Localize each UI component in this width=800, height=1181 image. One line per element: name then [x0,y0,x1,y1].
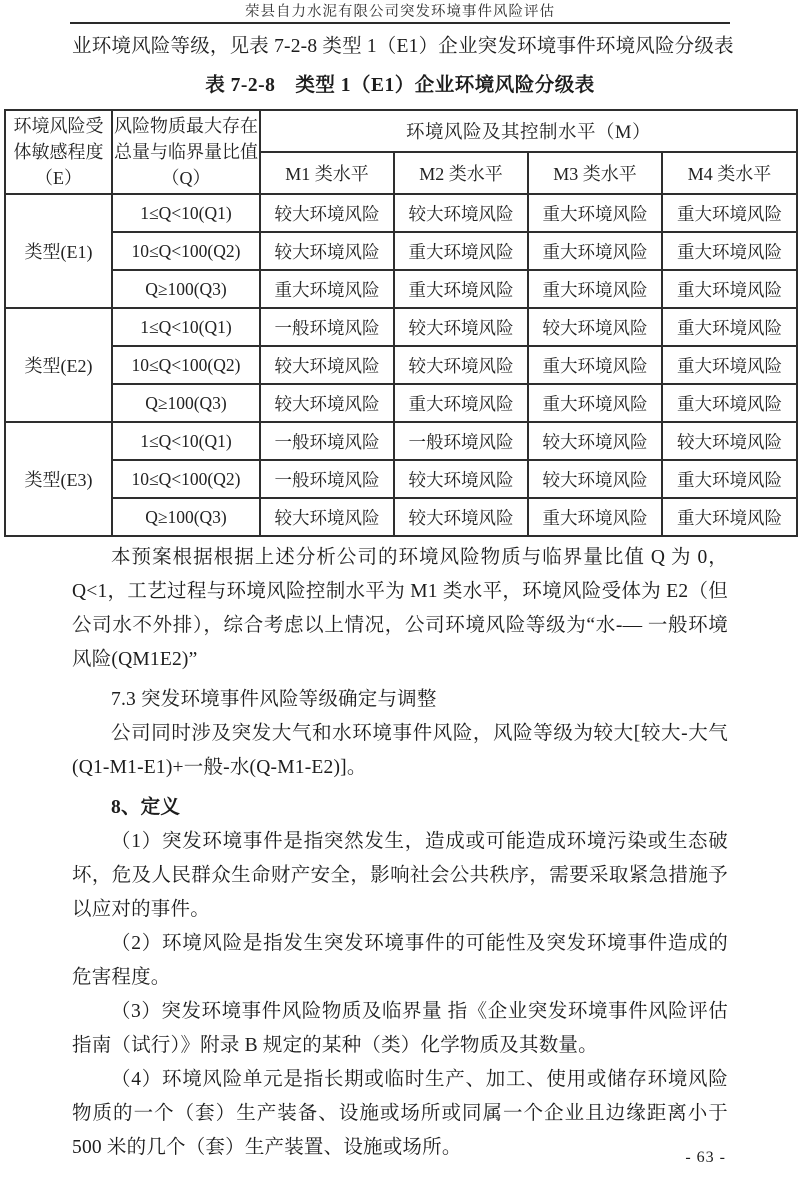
receptor-type-cell: 类型(E3) [5,422,112,536]
risk-level-cell: 重大环境风险 [662,232,797,270]
q-ratio-cell: 10≤Q<100(Q2) [112,232,260,270]
risk-level-cell: 重大环境风险 [394,384,528,422]
table-row [5,384,797,422]
q-ratio-cell: 10≤Q<100(Q2) [112,346,260,384]
page-header [70,0,730,24]
risk-level-cell: 重大环境风险 [528,232,662,270]
risk-level-cell: 重大环境风险 [662,346,797,384]
q-ratio-cell: Q≥100(Q3) [112,384,260,422]
table-row [5,308,797,346]
risk-level-cell: 重大环境风险 [528,270,662,308]
risk-level-cell: 较大环境风险 [260,346,394,384]
risk-level-cell: 较大环境风险 [528,460,662,498]
definition-paragraph-3: （3）突发环境事件风险物质及临界量 指《企业突发环境事件风险评估指南（试行）》附录 B 规定的某种（类）化学物质及其数量。 [72,1001,728,1056]
risk-level-cell: 较大环境风险 [528,422,662,460]
q-ratio-cell: Q≥100(Q3) [112,498,260,536]
risk-level-cell: 较大环境风险 [394,346,528,384]
m3-level-header: M3 类水平 [528,152,662,194]
risk-level-cell: 较大环境风险 [260,384,394,422]
page-content [0,32,800,1165]
table-row [5,422,797,460]
definition-paragraph-4: （4）环境风险单元是指长期或临时生产、加工、使用或储存环境风险物质的一个（套）生产装备、设施或场所或同属一个企业且边缘距离小于 500 米的几个（套）生产装置、设施或场所。 [72,1069,728,1158]
m4-level-header: M4 类水平 [662,152,797,194]
q-ratio-cell: 1≤Q<10(Q1) [112,422,260,460]
risk-level-cell: 重大环境风险 [662,308,797,346]
definition-paragraph-1: （1）突发环境事件是指突然发生，造成或可能造成环境污染或生态破坏，危及人民群众生命财产安全，影响社会公共秩序，需要采取紧急措施予以应对的事件。 [72,831,728,920]
risk-level-cell: 重大环境风险 [528,384,662,422]
risk-level-cell: 较大环境风险 [260,498,394,536]
receptor-sensitivity-header: 环境风险受体敏感程度（E） [5,110,112,194]
risk-table-body [5,194,797,536]
risk-level-cell: 重大环境风险 [662,194,797,232]
risk-level-cell: 一般环境风险 [394,422,528,460]
risk-level-cell: 重大环境风险 [394,270,528,308]
risk-level-cell: 较大环境风险 [528,308,662,346]
table-row [5,270,797,308]
section-7-3-paragraph: 公司同时涉及突发大气和水环境事件风险，风险等级为较大[较大-大气(Q1-M1-E1)+一般-水(Q-M1-E2)]。 [72,723,728,778]
q-ratio-cell: 1≤Q<10(Q1) [112,308,260,346]
table-row [5,498,797,536]
risk-level-cell: 较大环境风险 [394,498,528,536]
risk-level-cell: 重大环境风险 [662,270,797,308]
risk-level-cell: 较大环境风险 [260,232,394,270]
page-number: - 63 - [685,1149,726,1166]
section-heading-8: 8、定义 [111,797,181,818]
table-row [5,346,797,384]
control-level-group-header: 环境风险及其控制水平（M） [260,110,797,152]
risk-level-cell: 较大环境风险 [394,460,528,498]
risk-level-cell: 重大环境风险 [662,460,797,498]
risk-level-cell: 重大环境风险 [528,498,662,536]
table-row [5,460,797,498]
m1-level-header: M1 类水平 [260,152,394,194]
section-heading-7-3: 7.3 突发环境事件风险等级确定与调整 [111,689,437,710]
receptor-type-cell: 类型(E1) [5,194,112,308]
risk-level-cell: 一般环境风险 [260,460,394,498]
table-row [5,194,797,232]
risk-level-cell: 较大环境风险 [662,422,797,460]
risk-level-cell: 一般环境风险 [260,308,394,346]
risk-level-cell: 重大环境风险 [662,384,797,422]
q-ratio-header: 风险物质最大存在总量与临界量比值（Q） [112,110,260,194]
definition-paragraph-2: （2）环境风险是指发生突发环境事件的可能性及突发环境事件造成的危害程度。 [72,933,728,988]
risk-level-cell: 重大环境风险 [260,270,394,308]
risk-level-cell: 较大环境风险 [394,194,528,232]
table-header [5,110,797,194]
q-ratio-cell: 10≤Q<100(Q2) [112,460,260,498]
risk-level-cell: 一般环境风险 [260,422,394,460]
m2-level-header: M2 类水平 [394,152,528,194]
risk-level-cell: 重大环境风险 [394,232,528,270]
table-header-row [5,110,797,152]
risk-level-cell: 较大环境风险 [394,308,528,346]
page-header-title: 荣县自力水泥有限公司突发环境事件风险评估 [245,4,555,20]
risk-level-cell: 重大环境风险 [528,194,662,232]
q-ratio-cell: Q≥100(Q3) [112,270,260,308]
table-caption: 表 7-2-8 类型 1（E1）企业环境风险分级表 [205,75,595,96]
receptor-type-cell: 类型(E2) [5,308,112,422]
risk-level-cell: 重大环境风险 [662,498,797,536]
intro-line: 业环境风险等级，见表 7-2-8 类型 1（E1）企业突发环境事件环境风险分级表 [72,36,734,57]
table-row [5,232,797,270]
risk-level-cell: 重大环境风险 [528,346,662,384]
q-ratio-cell: 1≤Q<10(Q1) [112,194,260,232]
risk-classification-table [4,109,798,537]
risk-level-cell: 较大环境风险 [260,194,394,232]
analysis-paragraph: 本预案根据根据上述分析公司的环境风险物质与临界量比值 Q 为 0，Q<1，工艺过程与环境风险控制水平为 M1 类水平，环境风险受体为 E2（但公司水不外排），综合考虑以上情况，公司环境风险等级为“水-— 一般环境风险(QM1E2)” [72,547,728,670]
